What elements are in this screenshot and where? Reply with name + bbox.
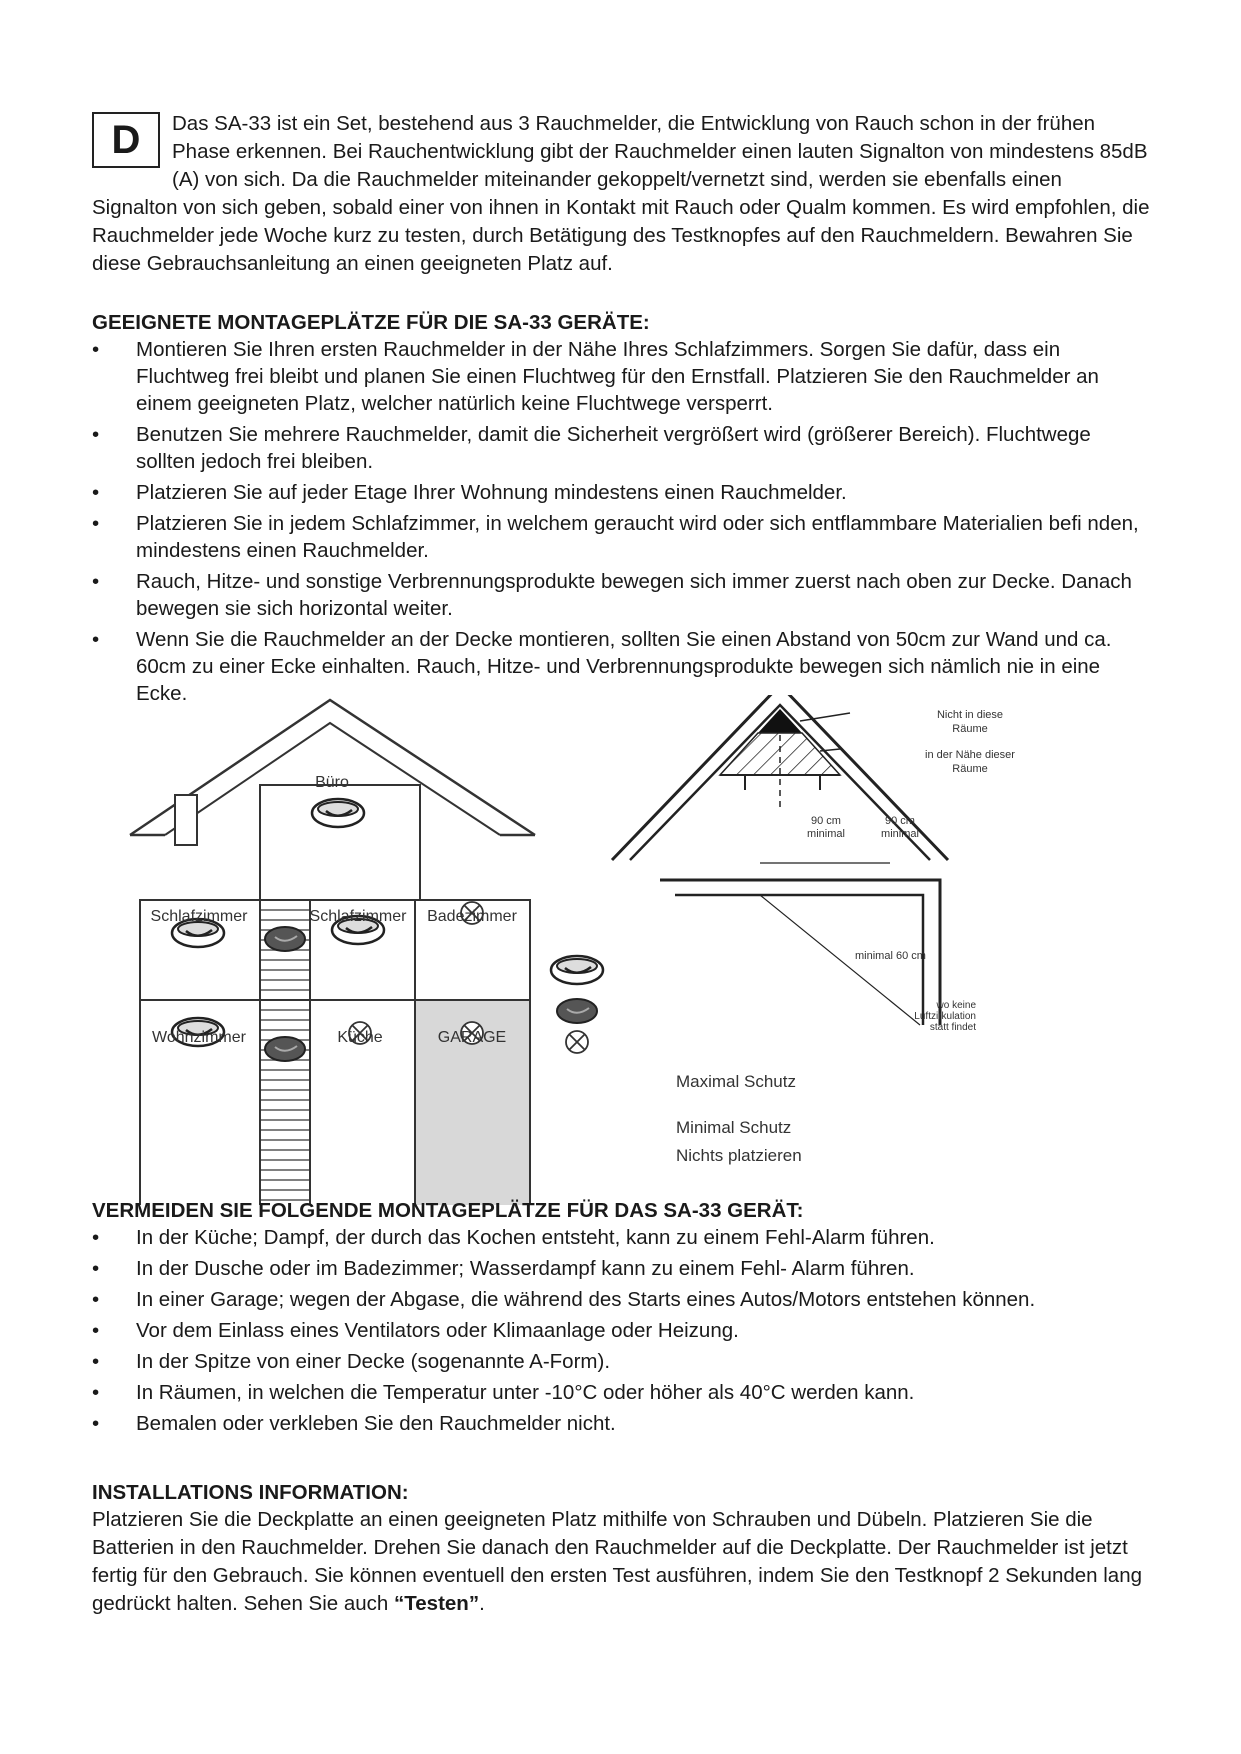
list-item: • In der Dusche oder im Badezimmer; Wasserdampf kann zu einem Fehl- Alarm führen. (92, 1255, 1152, 1282)
list-item: • Wenn Sie die Rauchmelder an der Decke montieren, sollten Sie einen Abstand von 50cm zur Wand und ca. 60cm zu einer Ecke einhalten. Rauch, Hitze- und Verbrennungsprodukte bewegen sich nämlich nie in eine Ecke. (92, 626, 1152, 707)
section-heading-avoid: VERMEIDEN SIE FOLGENDE MONTAGEPLÄTZE FÜR DAS SA-33 GERÄT: (92, 1199, 804, 1222)
intro-paragraph (92, 110, 1152, 278)
list-item: • In einer Garage; wegen der Abgase, die während des Starts eines Autos/Motors entstehen können. (92, 1286, 1152, 1313)
list-item: • Benutzen Sie mehrere Rauchmelder, damit die Sicherheit vergrößert wird (größerer Bereich). Fluchtwege sollten jedoch frei bleiben. (92, 421, 1152, 475)
legend-none-label: Nichts platzieren (676, 1146, 802, 1165)
list-item: • In der Spitze von einer Decke (sogenannte A-Form). (92, 1348, 1152, 1375)
list-item: • In Räumen, in welchen die Temperatur unter -10°C oder höher als 40°C werden kann. (92, 1379, 1152, 1406)
roof-left-distance: 90 cm minimal (807, 815, 845, 840)
room-label-buero: Büro (315, 774, 349, 791)
house-illustration (130, 700, 535, 1205)
language-badge: D (92, 112, 160, 168)
suitable-list (92, 336, 1152, 711)
room-label-schlafzimmer-2: Schlafzimmer (309, 908, 407, 925)
room-label-kueche: Küche (337, 1029, 383, 1046)
list-item: • Vor dem Einlass eines Ventilators oder Klimaanlage oder Heizung. (92, 1317, 1152, 1344)
list-item: • Bemalen oder verkleben Sie den Rauchmelder nicht. (92, 1410, 1152, 1437)
room-label-wohnzimmer: Wohnzimmer (152, 1029, 246, 1046)
roof-label-near-here: in der Nähe dieser Räume (925, 749, 1015, 775)
legend-max-label: Maximal Schutz (676, 1072, 796, 1091)
list-item: • Platzieren Sie auf jeder Etage Ihrer Wohnung mindestens einen Rauchmelder. (92, 479, 1152, 506)
intro-text: Das SA-33 ist ein Set, bestehend aus 3 Rauchmelder, die Entwicklung von Rauch schon in der frühen Phase erkennen. Bei Rauchentwicklung gibt der Rauchmelder einen lauten Signalton von mindestens 85dB (A) von sich. Da die Rauchmelder miteinander gekoppelt/vernetzt sind, werden sie ebenfalls einen Signalton von sich geben, sobald einer von ihnen in Kontakt mit Rauch oder Qualm kommen. Es wird empfohlen, die Rauchmelder jede Woche kurz zu testen, durch Betätigung des Testknopfes auf den Rauchmeldern. Bewahren Sie diese Gebrauchsanleitung an einen geeigneten Platz auf. (92, 112, 1150, 275)
roof-label-not-here: Nicht in diese Räume (936, 709, 1004, 735)
list-item: • Montieren Sie Ihren ersten Rauchmelder in der Nähe Ihres Schlafzimmers. Sorgen Sie dafür, dass ein Fluchtweg frei bleibt und planen Sie einen Fluchtweg für den Ernstfall. Platzieren Sie den Rauchmelder an einem geeigneten Platz, welcher natürlich keine Fluchtwege versperrt. (92, 336, 1152, 417)
section-heading-installation: INSTALLATIONS INFORMATION: (92, 1481, 409, 1504)
corner-min-distance: minimal 60 cm (855, 950, 926, 962)
diagram-legend (551, 956, 603, 1053)
list-item: • Rauch, Hitze- und sonstige Verbrennungsprodukte bewegen sich immer zuerst nach oben zur Decke. Danach bewegen sie sich horizontal weiter. (92, 568, 1152, 622)
list-item: • In der Küche; Dampf, der durch das Kochen entsteht, kann zu einem Fehl-Alarm führen. (92, 1224, 1152, 1251)
avoid-list (92, 1224, 1152, 1441)
section-heading-suitable: GEEIGNETE MONTAGEPLÄTZE FÜR DIE SA-33 GERÄTE: (92, 311, 650, 334)
roof-right-distance: 90 cm minimal (881, 815, 919, 840)
room-label-badezimmer: Badezimmer (427, 908, 517, 925)
installation-paragraph: Platzieren Sie die Deckplatte an einen geeigneten Platz mithilfe von Schrauben und Dübeln. Platzieren Sie die Batterien in den Rauchmelder. Drehen Sie danach den Rauchmelder auf die Deckplatte. Der Rauchmelder ist jetzt fertig für den Gebrauch. Sie können eventuell den ersten Test ausführen, indem Sie den Testknopf 2 Sekunden lang gedrückt halten. Sehen Sie auch “Testen”. (92, 1508, 1143, 1615)
corner-note: wo keine Luftzirkulation statt findet (914, 1000, 976, 1033)
list-item: • Platzieren Sie in jedem Schlafzimmer, in welchem geraucht wird oder sich entflammbare Materialien befi nden, mindestens einen Rauchmelder. (92, 510, 1152, 564)
room-label-schlafzimmer-1: Schlafzimmer (150, 908, 248, 925)
testen-reference: “Testen” (394, 1592, 480, 1615)
room-label-garage: GARAGE (437, 1029, 507, 1046)
legend-min-label: Minimal Schutz (676, 1118, 792, 1137)
